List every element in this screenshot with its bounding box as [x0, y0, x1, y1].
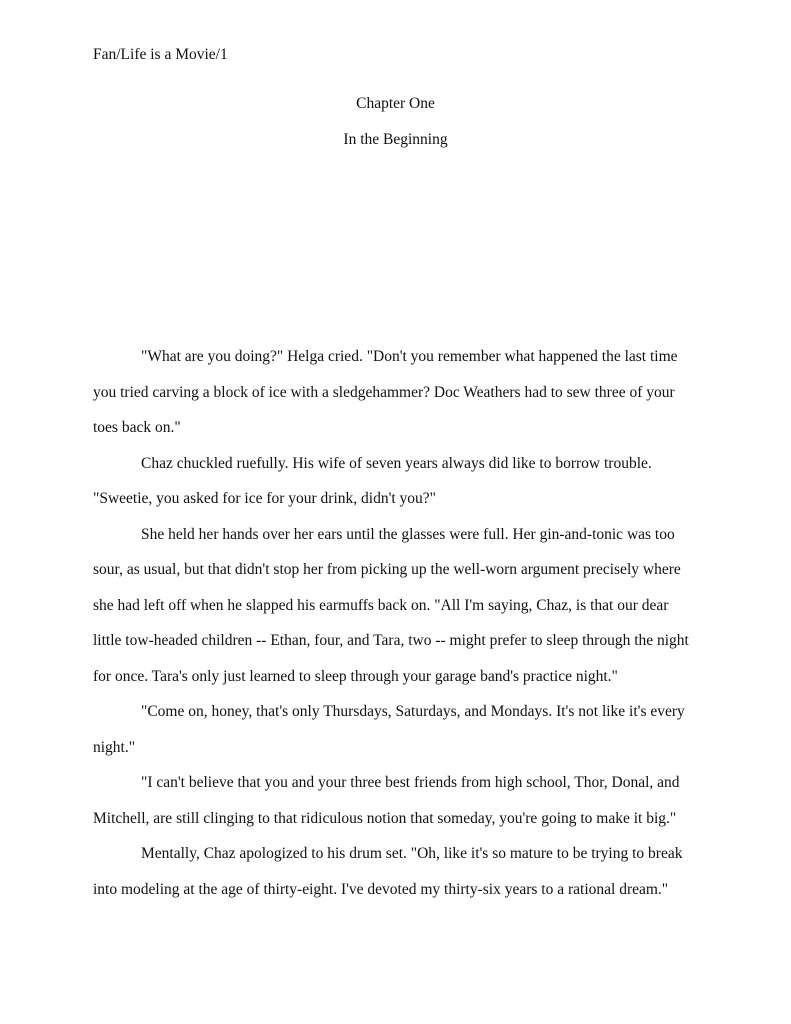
running-header: Fan/Life is a Movie/1: [93, 46, 228, 63]
paragraph: "I can't believe that you and your three best friends from high school, Thor, Donal, and Mitchell, are still clinging to that ridiculous notion that someday, you're going to make it big.": [93, 774, 680, 827]
paragraph: Mentally, Chaz apologized to his drum set. "Oh, like it's so mature to be trying to break into modeling at the age of thirty-eight. I've devoted my thirty-six years to a rational dream.": [93, 845, 683, 898]
paragraph: Chaz chuckled ruefully. His wife of seven years always did like to borrow trouble. "Sweetie, you asked for ice for your drink, didn't you?": [93, 454, 652, 507]
chapter-number: Chapter One: [356, 95, 435, 112]
body-text: [93, 339, 694, 907]
paragraph: "What are you doing?" Helga cried. "Don't you remember what happened the last time you tried carving a block of ice with a sledgehammer? Doc Weathers had to sew three of your toes back on.": [93, 348, 678, 436]
chapter-title: In the Beginning: [343, 131, 448, 148]
paragraph: She held her hands over her ears until the glasses were full. Her gin-and-tonic was too sour, as usual, but that didn't stop her from picking up the well-worn argument precisely where she had left off when he slapped his earmuffs back on. "All I'm saying, Chaz, is that our dear little tow-headed children -- Ethan, four, and Tara, two -- might prefer to sleep through the night for once. Tara's only just learned to sleep through your garage band's practice night.": [93, 525, 689, 685]
paragraph: "Come on, honey, that's only Thursdays, Saturdays, and Mondays. It's not like it's every night.": [93, 703, 685, 756]
